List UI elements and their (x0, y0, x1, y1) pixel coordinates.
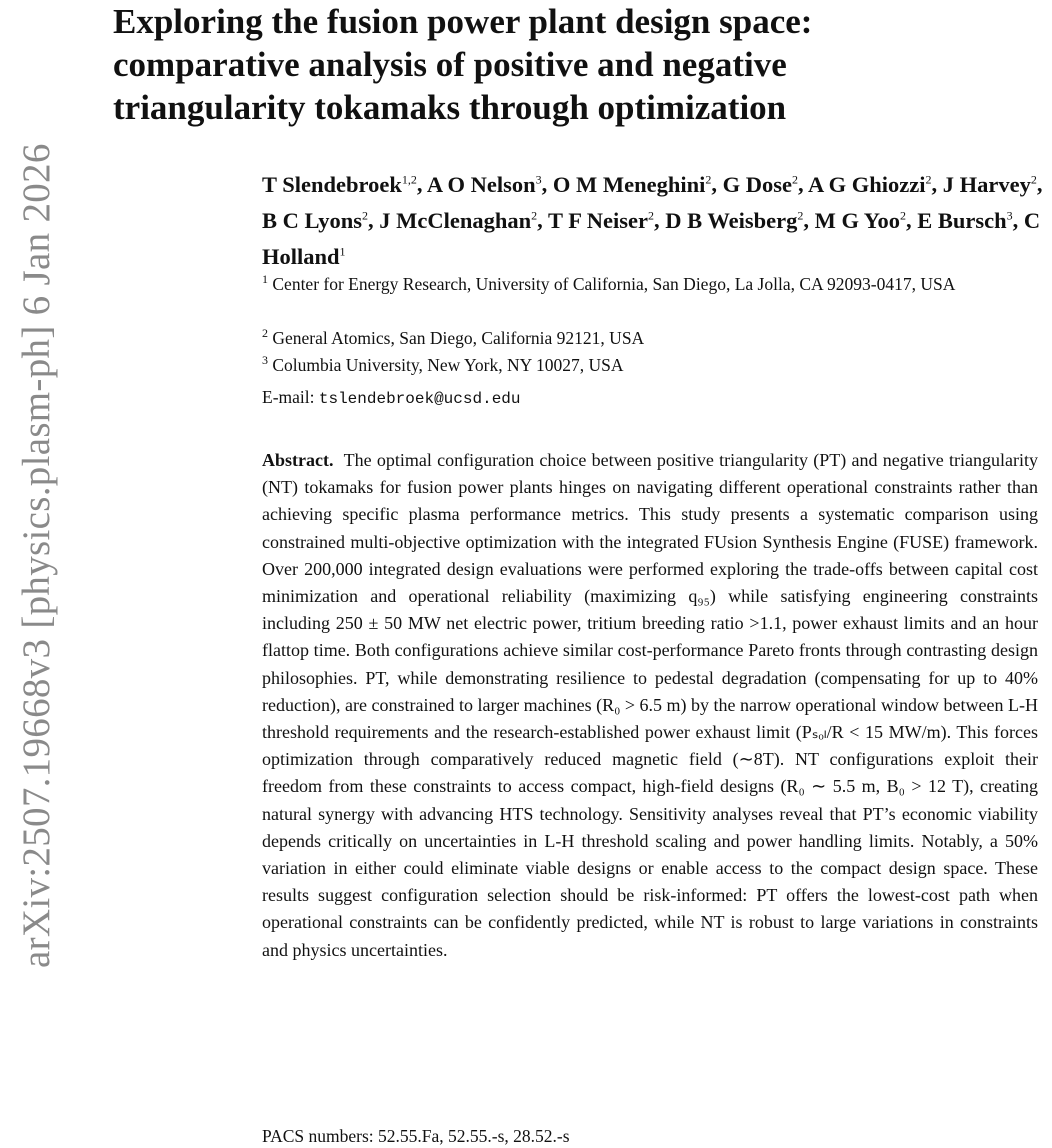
author (723, 172, 798, 197)
author-affiliation-mark: 3 (535, 172, 542, 186)
author (665, 208, 803, 233)
author-affiliation-mark: 2 (797, 208, 804, 222)
arxiv-identifier-stamp: arXiv:2507.19668v3 [physics.plasm-ph] 6 Jan 2026 (15, 143, 58, 968)
affiliation-number: 1 (262, 272, 268, 286)
author (943, 172, 1037, 197)
author-affiliation-mark: 2 (900, 208, 907, 222)
author-affiliation-mark: 2 (531, 208, 538, 222)
author-name: T Slendebroek (262, 171, 402, 197)
abstract (262, 447, 1038, 964)
author-affiliation-mark: 1 (339, 244, 346, 258)
abstract-text: The optimal configuration choice between positive triangularity (PT) and negative triangularity (NT) tokamaks for fusion power plants hinges on navigating different operational constraints rather than achieving specific plasma performance metrics. This study presents a systematic comparison using constrained multi-objective optimization with the integrated FUsion Synthesis Engine (FUSE) framework. Over 200,000 integrated design evaluations were performed exploring the trade-offs between capital cost minimization and operational reliability (maximizing q₉₅) while satisfying engineering constraints including 250 ± 50 MW net electric power, tritium breeding ratio >1.1, power exhaust limits and an hour flattop time. Both configurations achieve similar cost-performance Pareto fronts through contrasting design philosophies. PT, while demonstrating resilience to pedestal degradation (compensating for up to 40% reduction), are constrained to larger machines (R₀ > 6.5 m) by the narrow operational window between L-H threshold requirements and the research-established power exhaust limit (Pₛₒₗ/R < 15 MW/m). This forces optimization through comparatively reduced magnetic field (∼8T). NT configurations exploit their freedom from these constraints to access compact, high-field designs (R₀ ∼ 5.5 m, B₀ > 12 T), creating natural synergy with advancing HTS technology. Sensitivity analyses reveal that PT’s economic viability depends critically on uncertainties in L-H threshold scaling and power handling limits. Notably, a 50% variation in either could eliminate viable designs or enable access to the compact design space. These results suggest configuration selection should be risk-informed: PT offers the lowest-cost path when operational constraints can be confidently predicted, while NT is robust to large variations in constraints and physics uncertainties. (262, 450, 1038, 960)
author-list: T Slendebroek$^{1,2}$, A O Nelson$^3$, O M Meneghini$^2$, G Dose$^2$, A G Ghiozzi$^2$, J Harvey$^2$, B C Lyons$^2$, J McClenaghan$^2$, T F Neiser$^2$, D B Weisberg$^2$, M G Yoo$^2$, E Bursch$^3$, C Holland$^1$ (262, 171, 1043, 269)
affiliation-1 (262, 266, 1022, 298)
author (379, 208, 537, 233)
author-name: J McClenaghan (379, 207, 532, 233)
author-affiliation-mark: 2 (648, 208, 654, 222)
author-affiliation-mark: 2 (792, 172, 798, 186)
author (262, 172, 417, 197)
affiliation-text: Columbia University, New York, NY 10027, USA (272, 354, 624, 375)
author-name: B C Lyons (262, 207, 363, 233)
email-address[interactable]: tslendebroek@ucsd.edu (318, 390, 521, 408)
author-affiliation-mark: 2 (362, 208, 369, 222)
author-name: A G Ghiozzi (808, 171, 926, 197)
author-affiliation-mark: 2 (705, 172, 712, 186)
author (917, 208, 1012, 233)
author (553, 172, 712, 197)
author-name: G Dose (722, 171, 792, 197)
author (808, 172, 932, 197)
author (427, 172, 542, 197)
author-name: C Holland (262, 207, 1041, 269)
author-name: A O Nelson (426, 171, 536, 197)
author (815, 208, 906, 233)
affiliation-3 (262, 347, 1022, 379)
author (548, 208, 654, 233)
author-name: J Harvey (942, 171, 1031, 197)
author-affiliation-mark: 1,2 (401, 172, 417, 186)
paper-title (113, 0, 1013, 129)
author-name: D B Weisberg (665, 207, 798, 233)
contact-email (262, 387, 521, 408)
author-name: M G Yoo (814, 207, 901, 233)
author-name: T F Neiser (548, 207, 648, 233)
author-name: O M Meneghini (552, 171, 706, 197)
title-line: triangularity tokamaks through optimization (113, 88, 787, 127)
author-affiliation-mark: 3 (1006, 208, 1013, 222)
author-affiliation-mark: 2 (1030, 172, 1037, 186)
affiliation-number: 2 (262, 326, 268, 340)
email-label: E-mail: (262, 387, 315, 407)
affiliation-text: General Atomics, San Diego, California 92121, USA (272, 327, 645, 348)
abstract-label: Abstract. (262, 450, 334, 470)
author (262, 208, 368, 233)
pacs-numbers: PACS numbers: 52.55.Fa, 52.55.-s, 28.52.-s (262, 1126, 570, 1146)
author-affiliation-mark: 2 (925, 172, 932, 186)
affiliation-number: 3 (262, 353, 268, 367)
title-line: Exploring the fusion power plant design space: (113, 2, 813, 41)
title-line: comparative analysis of positive and negative (113, 45, 787, 84)
author-name: E Bursch (917, 207, 1007, 233)
affiliation-text: Center for Energy Research, University of California, San Diego, La Jolla, CA 92093-0417, USA (272, 273, 956, 294)
